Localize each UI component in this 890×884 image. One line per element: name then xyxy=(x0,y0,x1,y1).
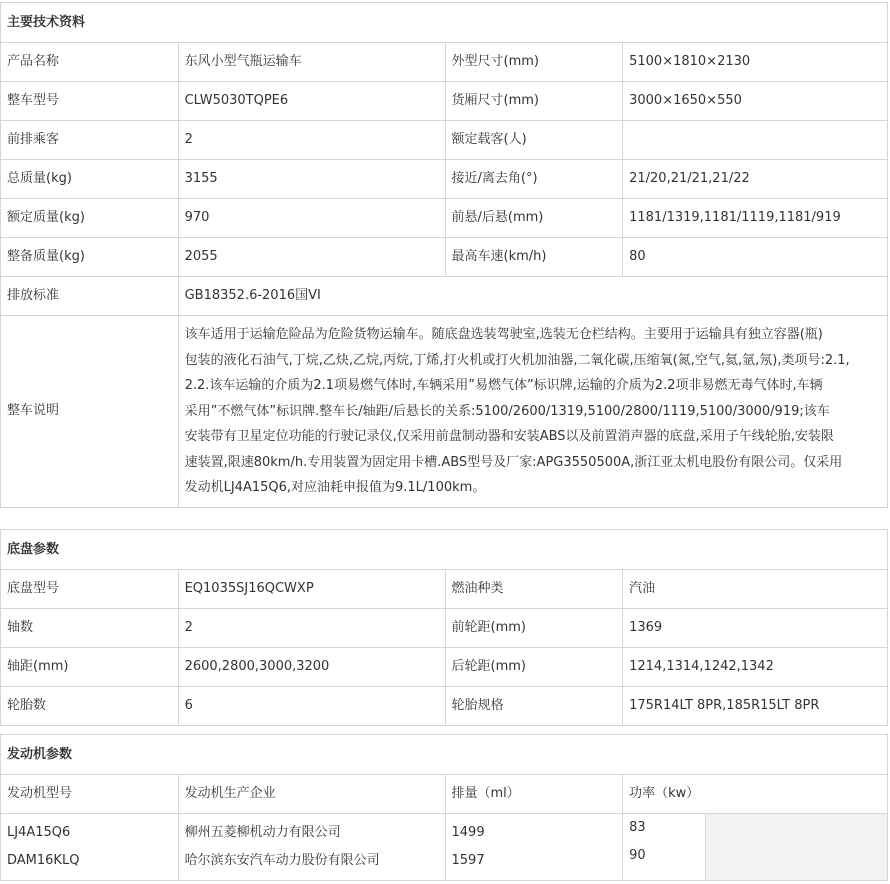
engine-table xyxy=(0,734,888,881)
spec-value: 东风小型气瓶运输车 xyxy=(178,43,445,82)
spec-value: 6 xyxy=(178,687,445,726)
description-label: 整车说明 xyxy=(1,316,179,508)
spec-row xyxy=(1,238,888,277)
engine-maker: 哈尔滨东安汽车动力股份有限公司 xyxy=(184,853,380,868)
engine-header-row xyxy=(1,775,888,814)
engine-model: LJ4A15Q6 xyxy=(7,825,71,840)
spec-label: 额定质量(kg) xyxy=(1,199,179,238)
engine-power: 83 xyxy=(629,820,646,835)
description-line: 采用”不燃气体”标识牌.整车长/轴距/后悬长的关系:5100/2600/1319,5100/2800/1119,5100/3000/919;该车 xyxy=(184,403,830,419)
spec-label: 轴数 xyxy=(1,609,179,648)
engine-power: 90 xyxy=(629,848,646,863)
column-header: 功率（kw） xyxy=(623,775,888,814)
spec-value: 2 xyxy=(178,121,445,160)
description-text xyxy=(178,316,887,508)
engine-displacement: 1499 xyxy=(451,825,485,840)
spec-label: 轴距(mm) xyxy=(1,648,179,687)
spec-row xyxy=(1,570,888,609)
description-line: 2.2.该车运输的介质为2.1项易燃气体时,车辆采用”易燃气体”标识牌,运输的介质为2.2项非易燃无毒气体时,车辆 xyxy=(184,378,823,393)
spec-row xyxy=(1,160,888,199)
description-line: 安装带有卫星定位功能的行驶记录仪,仅采用前盘制动器和安装ABS以及前置消声器的底盘,采用子午线轮胎,安装限 xyxy=(184,429,834,444)
emission-label: 排放标准 xyxy=(1,277,179,316)
spec-label: 前悬/后悬(mm) xyxy=(445,199,623,238)
spec-value: CLW5030TQPE6 xyxy=(178,82,445,121)
spec-row xyxy=(1,43,888,82)
spec-label: 燃油种类 xyxy=(445,570,623,609)
spec-row xyxy=(1,648,888,687)
spec-value: 21/20,21/21,21/22 xyxy=(623,160,888,199)
spec-value: 1181/1319,1181/1119,1181/919 xyxy=(623,199,888,238)
spec-label: 底盘型号 xyxy=(1,570,179,609)
description-line: 速装置,限速80km/h.专用装置为固定用卡槽.ABS型号及厂家:APG3550500A,浙江亚太机电股份有限公司。仅采用 xyxy=(184,454,843,470)
engine-displacement-cell xyxy=(445,814,623,881)
spec-value: 80 xyxy=(623,238,888,277)
spec-label: 整备质量(kg) xyxy=(1,238,179,277)
engine-maker-cell xyxy=(178,814,445,881)
spec-label: 前轮距(mm) xyxy=(445,609,623,648)
column-header: 排量（ml） xyxy=(445,775,623,814)
spec-row xyxy=(1,687,888,726)
spec-value xyxy=(623,121,888,160)
spec-row xyxy=(1,121,888,160)
empty-cell xyxy=(706,814,887,880)
spec-value: EQ1035SJ16QCWXP xyxy=(178,570,445,609)
emission-row xyxy=(1,277,888,316)
spec-value: 3000×1650×550 xyxy=(623,82,888,121)
engine-data-row xyxy=(1,814,888,881)
main-specs-table xyxy=(0,2,888,508)
engine-maker: 柳州五菱柳机动力有限公司 xyxy=(184,825,341,840)
description-line: 包装的液化石油气,丁烷,乙炔,乙烷,丙烷,丁烯,打火机或打火机加油器,二氧化碳,压缩氧(氮,空气,氦,氩,氖),类项号:2.1, xyxy=(184,352,850,368)
spec-value: 2055 xyxy=(178,238,445,277)
spec-label: 额定载客(人) xyxy=(445,121,623,160)
spec-label: 接近/离去角(°) xyxy=(445,160,623,199)
description-line: 该车适用于运输危险品为危险货物运输车。随底盘选装驾驶室,选装无仓栏结构。主要用于运输具有独立容器(瓶) xyxy=(184,327,823,342)
description-line: 发动机LJ4A15Q6,对应油耗申报值为9.1L/100km。 xyxy=(184,480,486,495)
engine-power-cell xyxy=(623,814,888,881)
section-header-main-specs: 主要技术资料 xyxy=(1,3,888,43)
spec-value: 1369 xyxy=(623,609,888,648)
spec-label: 整车型号 xyxy=(1,82,179,121)
engine-model-cell xyxy=(1,814,179,881)
spec-value: 1214,1314,1242,1342 xyxy=(623,648,888,687)
engine-displacement: 1597 xyxy=(451,853,485,868)
spec-value: 汽油 xyxy=(623,570,888,609)
column-header: 发动机生产企业 xyxy=(178,775,445,814)
spec-value: 2600,2800,3000,3200 xyxy=(178,648,445,687)
spec-value: 970 xyxy=(178,199,445,238)
emission-value: GB18352.6-2016国VI xyxy=(178,277,887,316)
spec-label: 前排乘客 xyxy=(1,121,179,160)
spec-label: 后轮距(mm) xyxy=(445,648,623,687)
spec-value: 5100×1810×2130 xyxy=(623,43,888,82)
description-row xyxy=(1,316,888,508)
spec-value: 3155 xyxy=(178,160,445,199)
engine-power-values xyxy=(623,814,706,880)
spec-label: 轮胎数 xyxy=(1,687,179,726)
spec-value: 175R14LT 8PR,185R15LT 8PR xyxy=(623,687,888,726)
section-header-chassis: 底盘参数 xyxy=(1,530,888,570)
spec-label: 最高车速(km/h) xyxy=(445,238,623,277)
spec-row xyxy=(1,199,888,238)
spec-label: 货厢尺寸(mm) xyxy=(445,82,623,121)
spec-label: 外型尺寸(mm) xyxy=(445,43,623,82)
spec-label: 总质量(kg) xyxy=(1,160,179,199)
spec-value: 2 xyxy=(178,609,445,648)
section-header-engine: 发动机参数 xyxy=(1,735,888,775)
spec-label: 轮胎规格 xyxy=(445,687,623,726)
spec-label: 产品名称 xyxy=(1,43,179,82)
spec-row xyxy=(1,82,888,121)
engine-model: DAM16KLQ xyxy=(7,853,80,868)
column-header: 发动机型号 xyxy=(1,775,179,814)
spec-row xyxy=(1,609,888,648)
chassis-table xyxy=(0,529,888,726)
